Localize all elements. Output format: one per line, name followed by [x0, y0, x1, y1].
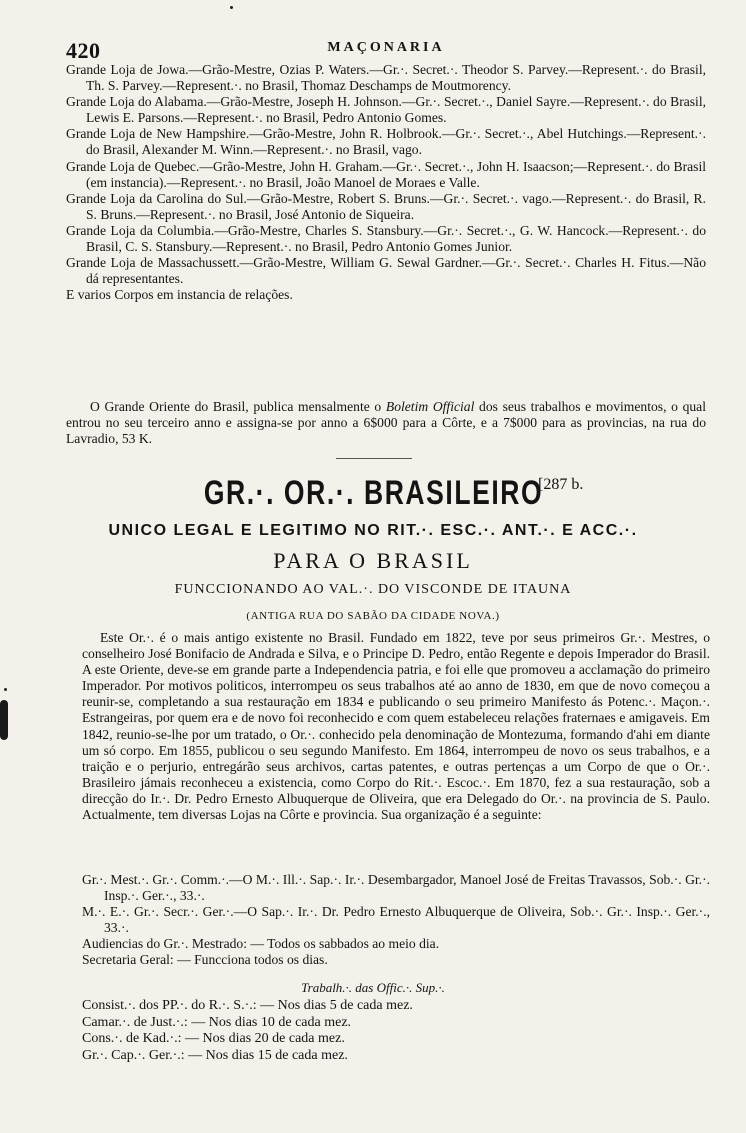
officer-entry: M.·. E.·. Gr.·. Secr.·. Ger.·.—O Sap.·. Ir.·. Dr. Pedro Ernesto Albuquerque de Oliveira, Sob.·. Gr.·. Insp.·. Ger.·., 33.·. [82, 904, 710, 936]
lodge-entry: Grande Loja da Columbia.—Grão-Mestre, Charles S. Stansbury.—Gr.·. Secret.·., G. W. Hancock.—Represent.·. do Brasil, C. S. Stansbury.—Represent.·. no Brasil, Pedro Antonio Gomes Junior. [66, 222, 706, 255]
page-number: 420 [66, 38, 101, 63]
ink-speck [230, 6, 233, 9]
running-header [66, 38, 706, 63]
lodge-entry: Grande Loja do Alabama.—Grão-Mestre, Joseph H. Johnson.—Gr.·. Secret.·., Daniel Sayre.—Represent.·. do Brasil, Lewis E. Parsons.—Represent.·. no Brasil, Pedro Antonio Gomes. [66, 94, 706, 126]
lodge-entry: Grande Loja de Massachussett.—Grão-Mestre, William G. Sewal Gardner.—Gr.·. Secret.·. Charles H. Fitus.—Não dá representantes. [66, 255, 706, 287]
section-divider [336, 458, 412, 459]
grand-lodges-list [66, 62, 706, 303]
notice-text-after: dos seus trabalhos e movimentos, o qual entrou no seu terceiro anno e assigna-se por anno a 6$000 para a Côrte, e a 7$000 para as provincias, na rua do Lavradio, 53 K. [66, 399, 706, 447]
notice-text-before: O Grande Oriente do Brasil, publica mensalmente o [90, 399, 382, 414]
session-entry: Camar.·. de Just.·.: — Nos dias 10 de cada mez. [82, 1014, 352, 1030]
lodge-entry: Grande Loja da Carolina do Sul.—Grão-Mestre, Robert S. Bruns.—Gr.·. Secret.·. vago.—Represent.·. do Brasil, R. S. Bruns.—Represent.·. no Brasil, José Antonio de Siqueira. [66, 190, 706, 222]
section-subtitle-2: PARA O BRASIL [273, 548, 473, 573]
officers-list [82, 872, 710, 969]
lodge-entry: Grande Loja de New Hampshire.—Grão-Mestre, John R. Holbrook.—Gr.·. Secret.·., Abel Hutchings.—Represent.·. do Brasil, Alexander M. Winn.—Represent.·. no Brasil, vago. [66, 126, 706, 158]
section-reference: [287 b. [538, 476, 584, 493]
section-title [0, 474, 746, 520]
margin-ink-mark [0, 700, 8, 740]
section-subtitle-3: FUNCCIONANDO AO VAL.·. DO VISCONDE DE ITAUNA [174, 582, 572, 597]
lodge-entry: Grande Loja de Quebec.—Grão-Mestre, John H. Graham.—Gr.·. Secret.·., John H. Isaacson;—Represent.·. do Brasil (em instancia).—Represent.·. no Brasil, João Manoel de Moraes e Valle. [66, 158, 706, 190]
running-title: MAÇONARIA [327, 40, 445, 55]
officer-entry: Secretaria Geral: — Funcciona todos os dias. [82, 952, 328, 968]
officer-entry: Audiencias do Gr.·. Mestrado: — Todos os sabbados ao meio dia. [82, 936, 440, 952]
session-entry: Gr.·. Cap.·. Ger.·.: — Nos dias 15 de cada mez. [82, 1047, 348, 1063]
session-entry: Cons.·. de Kad.·.: — Nos dias 20 de cada mez. [82, 1031, 345, 1046]
section-subtitle: UNICO LEGAL E LEGITIMO NO RIT.·. ESC.·. ANT.·. E ACC.·. [108, 522, 638, 539]
bulletin-title: Boletim Official [385, 399, 475, 414]
section-address: (ANTIGA RUA DO SABÃO DA CIDADE NOVA.) [246, 610, 500, 622]
sessions-list [82, 998, 682, 1064]
session-entry: Consist.·. dos PP.·. do R.·. S.·.: — Nos dias 5 de cada mez. [82, 998, 413, 1013]
sessions-heading: Trabalh.·. das Offic.·. Sup.·. [301, 980, 445, 995]
ink-speck [4, 688, 7, 691]
bulletin-notice [66, 399, 706, 447]
lodge-entry: Grande Loja de Jowa.—Grão-Mestre, Ozias P. Waters.—Gr.·. Secret.·. Theodor S. Parvey.—Represent.·. do Brasil, Th. S. Parvey.—Represent.·. no Brasil, Thomaz Deschamps de Moutmorency. [66, 62, 706, 94]
history-paragraph: Este Or.·. é o mais antigo existente no Brasil. Fundado em 1822, teve por seus primeiros Gr.·. Mestres, o conselheiro José Bonifacio de Andrada e Silva, e o Principe D. Pedro, então Regente e depois Imperador do Brasil. A este Oriente, deve-se em grande parte a Independencia patria, e foi elle que promoveu a acclamação do primeiro Imperador. Por motivos politicos, interrompeu os seus trabalhos até ao anno de 1830, em que de novo começou a reunir-se, completando a sua restauração em 1834 e publicando o seu primeiro Manifesto ás Potenc.·. Maçon.·. Estrangeiras, por quem era e de novo foi reconhecido e com quem estabeleceu relações fraternaes e amigaveis. Em 1842, reunio-se-lhe por um tratado, o Or.·. conhecido pela denominação de Montezuma, formando d'ahi em diante um só corpo. Em 1855, publicou o seu segundo Manifesto. Em 1864, interrompeu de novo os seus trabalhos, e a traição e o perjurio, entregárão seus archivos, cartas patentes, e outras pertenças a um Corpo de que o Or.·. Brasileiro jámais reconheceu a existencia, como Corpo do Rit.·. Escoc.·. Em 1870, fez a sua restauração, sob a direcção do Ir.·. Dr. Pedro Ernesto Albuquerque de Oliveira, que era Delegado do Or.·. na provincia de S. Paulo. Actualmente, tem diversas Lojas na Côrte e provincia. Sua organização é a seguinte: [82, 630, 710, 823]
section-title-text: GR.·. OR.·. BRASILEIRO [203, 474, 543, 512]
officer-entry: Gr.·. Mest.·. Gr.·. Comm.·.—O M.·. Ill.·. Sap.·. Ir.·. Desembargador, Manoel José de Freitas Travassos, Sob.·. Gr.·. Insp.·. Ger.·., 33.·. [82, 872, 710, 904]
lodge-entry: E varios Corpos em instancia de relações. [66, 287, 293, 303]
